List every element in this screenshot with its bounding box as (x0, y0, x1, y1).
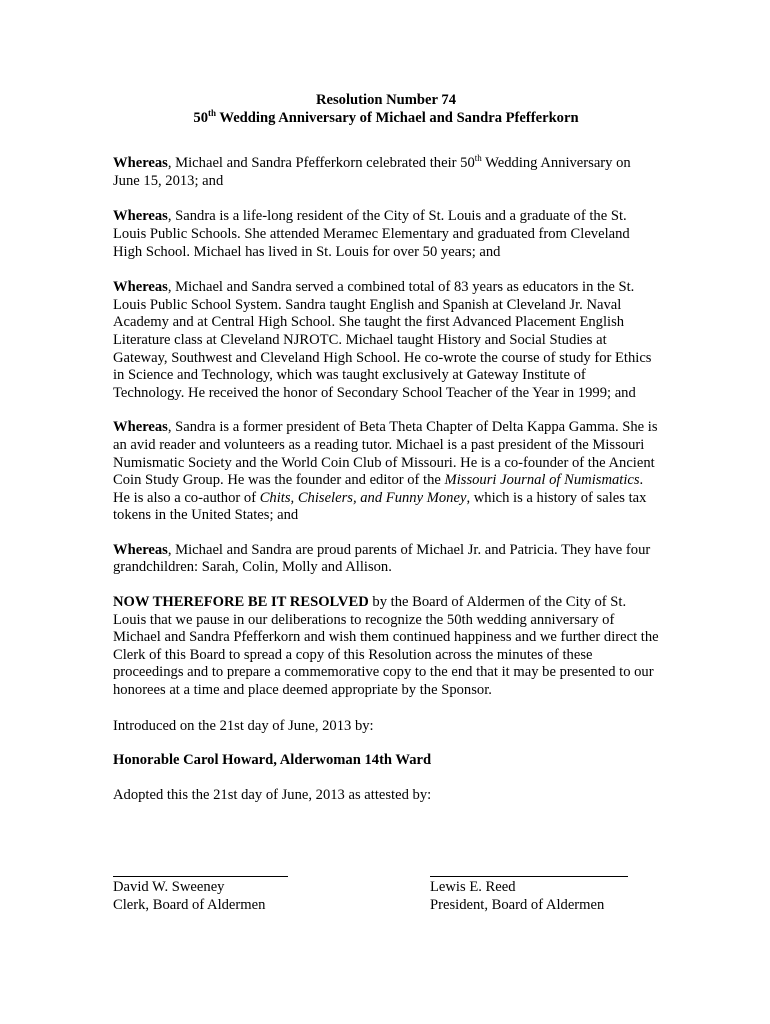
signature-clerk (113, 864, 288, 914)
whereas-paragraph-1 (113, 155, 659, 190)
paragraph-text: , Michael and Sandra are proud parents of Michael Jr. and Patricia. They have four grandchildren: Sarah, Colin, Molly and Allison. (113, 541, 651, 576)
sponsor-line: Honorable Carol Howard, Alderwoman 14th Ward (113, 752, 432, 769)
resolution-subject-heading (113, 107, 659, 128)
journal-title: Missouri Journal of Numismatics (444, 472, 640, 489)
paragraph-text: , which is a history of sales tax tokens in the United States; and (113, 489, 647, 524)
paragraph-text: by the Board of Aldermen of the City of St. Louis that we pause in our deliberations to recognize the 50th wedding anniversary of Michael and Sandra Pfefferkorn and wish them continued happiness and we further direct the Clerk of this Board to spread a copy of this Resolution across the minutes of these proceedings and to prepare a commemorative copy to the end that it may be presented to our honorees at a time and place deemed appropriate by the Sponsor. (113, 594, 659, 699)
subject-number: 50 (193, 109, 208, 126)
whereas-keyword: Whereas (113, 279, 168, 296)
paragraph-text: . He is also a co-author of (113, 472, 644, 506)
signature-block (113, 864, 659, 924)
resolution-body (113, 92, 659, 804)
signer-name: David W. Sweeney (113, 879, 225, 895)
signer-title: President, Board of Aldermen (430, 896, 605, 913)
whereas-paragraph-2 (113, 208, 659, 261)
introduced-line: Introduced on the 21st day of June, 2013 by: (113, 717, 374, 734)
whereas-keyword: Whereas (113, 541, 168, 558)
whereas-keyword: Whereas (113, 155, 168, 172)
paragraph-text: , Michael and Sandra served a combined total of 83 years as educators in the St. Louis Public School System. Sandra taught English and Spanish at Cleveland Jr. Naval Academy and at Central High School. She taught the first Advanced Placement English Literature class at Cleveland NJROTC. Michael taught History and Social Studies at Gateway, Southwest and Cleveland High School. He co-wrote the course of study for Ethics in Science and Technology, which was taught exclusively at Gateway Institute of Technology. He received the honor of Secondary School Teacher of the Year in 1999; and (113, 279, 652, 401)
paragraph-text: , Sandra is a former president of Beta Theta Chapter of Delta Kappa Gamma. She is an avid reader and volunteers as a reading tutor. Michael is a past president of the Missouri Numismatic Society and the World Coin Club of Missouri. He is a co-founder of the Ancient Coin Study Group. He was the founder and editor of the (113, 419, 658, 489)
resolution-number-heading (113, 92, 659, 110)
resolved-paragraph (113, 594, 659, 700)
signer-name: Lewis E. Reed (430, 879, 516, 895)
signer-title: Clerk, Board of Aldermen (113, 896, 266, 913)
resolved-keyword: NOW THEREFORE BE IT RESOLVED (113, 594, 369, 611)
signature-president (430, 864, 628, 914)
resolution-number: Resolution Number 74 (315, 92, 456, 108)
signature-line (430, 876, 628, 877)
whereas-keyword: Whereas (113, 419, 168, 436)
book-title: Chits, Chiselers, and Funny Money (259, 489, 467, 506)
subject-title: Wedding Anniversary of Michael and Sandra Pfefferkorn (216, 109, 579, 126)
whereas-keyword: Whereas (113, 208, 168, 225)
paragraph-text: , Sandra is a life-long resident of the City of St. Louis and a graduate of the St. Louis Public Schools. She attended Meramec Elementary and graduated from Cleveland High School. Michael has lived in St. Louis for over 50 years; and (113, 208, 630, 260)
whereas-paragraph-3 (113, 279, 659, 402)
adopted-line: Adopted this the 21st day of June, 2013 as attested by: (113, 786, 432, 803)
paragraph-text: Wedding Anniversary on June 15, 2013; and (113, 155, 631, 189)
subject-ordinal-suffix: th (208, 107, 217, 118)
paragraph-text: , Michael and Sandra Pfefferkorn celebrated their 50 (167, 155, 475, 172)
whereas-paragraph-5 (113, 542, 659, 577)
signature-line (113, 876, 288, 877)
ordinal-suffix: th (474, 153, 482, 164)
whereas-paragraph-4 (113, 419, 659, 525)
